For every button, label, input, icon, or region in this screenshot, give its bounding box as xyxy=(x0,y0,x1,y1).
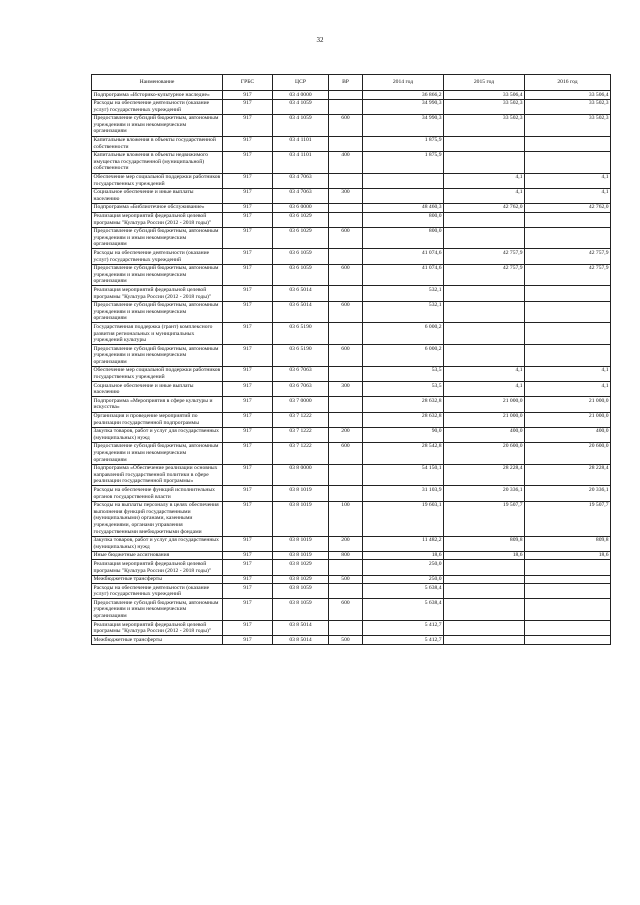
header-2014: 2014 год xyxy=(363,75,444,91)
cell-name: Закупка товаров, работ и услуг для государственных (муниципальных) нужд xyxy=(92,536,223,551)
table-row xyxy=(92,323,611,345)
table-row xyxy=(92,188,611,203)
cell-2014: 53,5 xyxy=(363,366,444,381)
cell-2015 xyxy=(444,584,525,599)
table-row xyxy=(92,345,611,367)
cell-grbs: 917 xyxy=(223,501,273,536)
cell-grbs: 917 xyxy=(223,599,273,621)
cell-2014: 31 103,9 xyxy=(363,486,444,501)
cell-vr: 500 xyxy=(329,575,363,584)
table-row xyxy=(92,486,611,501)
cell-csr: 03 8 1019 xyxy=(273,486,329,501)
cell-grbs: 917 xyxy=(223,560,273,575)
cell-name: Иные бюджетные ассигнования xyxy=(92,551,223,560)
table-row xyxy=(92,584,611,599)
cell-2016: 400,0 xyxy=(525,427,611,442)
cell-2016 xyxy=(525,621,611,636)
cell-grbs: 917 xyxy=(223,412,273,427)
cell-name: Предоставление субсидий бюджетным, автономным учреждениям и иным некоммерческим организациям xyxy=(92,599,223,621)
cell-csr: 03 7 1222 xyxy=(273,412,329,427)
cell-2015 xyxy=(444,212,525,227)
table-row xyxy=(92,560,611,575)
cell-name: Капитальные вложения в объекты недвижимого имущества государственной (муниципальной) собственности xyxy=(92,151,223,173)
cell-vr xyxy=(329,173,363,188)
cell-grbs: 917 xyxy=(223,636,273,645)
cell-2016 xyxy=(525,227,611,249)
cell-2015 xyxy=(444,560,525,575)
cell-grbs: 917 xyxy=(223,621,273,636)
cell-csr: 03 4 1101 xyxy=(273,151,329,173)
cell-2016: 4,1 xyxy=(525,366,611,381)
cell-csr: 03 4 1059 xyxy=(273,99,329,114)
cell-vr xyxy=(329,91,363,100)
cell-name: Социальное обеспечение и иные выплаты населению xyxy=(92,382,223,397)
cell-vr: 200 xyxy=(329,427,363,442)
cell-2015: 19 507,7 xyxy=(444,501,525,536)
cell-vr xyxy=(329,136,363,151)
cell-2014: 34 990,3 xyxy=(363,99,444,114)
cell-name: Предоставление субсидий бюджетным, автономным учреждениям и иным некоммерческим организациям xyxy=(92,114,223,136)
cell-vr: 300 xyxy=(329,382,363,397)
cell-2016 xyxy=(525,560,611,575)
cell-grbs: 917 xyxy=(223,151,273,173)
cell-csr: 03 8 1019 xyxy=(273,501,329,536)
cell-csr: 03 7 1222 xyxy=(273,427,329,442)
cell-vr xyxy=(329,366,363,381)
cell-name: Расходы на выплаты персоналу в целях обеспечения выполнения функций государственными (муниципальными) органами, казенными учреждениями, органами управления государственными внебюджетными фондами xyxy=(92,501,223,536)
cell-grbs: 917 xyxy=(223,264,273,286)
cell-name: Предоставление субсидий бюджетным, автономным учреждениям и иным некоммерческим организациям xyxy=(92,264,223,286)
cell-grbs: 917 xyxy=(223,323,273,345)
cell-grbs: 917 xyxy=(223,366,273,381)
cell-2016: 21 000,0 xyxy=(525,397,611,412)
cell-vr xyxy=(329,397,363,412)
cell-grbs: 917 xyxy=(223,486,273,501)
cell-2015: 809,8 xyxy=(444,536,525,551)
table-row xyxy=(92,366,611,381)
cell-csr: 03 6 1029 xyxy=(273,227,329,249)
cell-csr: 03 8 1019 xyxy=(273,551,329,560)
cell-2015: 4,1 xyxy=(444,382,525,397)
cell-2015: 21 000,0 xyxy=(444,412,525,427)
cell-vr xyxy=(329,203,363,212)
cell-2014: 18,6 xyxy=(363,551,444,560)
cell-vr: 400 xyxy=(329,151,363,173)
cell-name: Реализация мероприятий федеральной целевой программы "Культура России (2012 - 2018 годы)" xyxy=(92,621,223,636)
cell-grbs: 917 xyxy=(223,442,273,464)
cell-vr xyxy=(329,464,363,486)
cell-2016 xyxy=(525,212,611,227)
cell-grbs: 917 xyxy=(223,212,273,227)
cell-name: Подпрограмма «Библиотечное обслуживание» xyxy=(92,203,223,212)
cell-csr: 03 4 1059 xyxy=(273,114,329,136)
cell-2015 xyxy=(444,636,525,645)
cell-name: Обеспечение мер социальной поддержки работников государственных учреждений xyxy=(92,366,223,381)
cell-name: Подпрограмма «Историко-культурное наследие» xyxy=(92,91,223,100)
cell-2014: 1 875,9 xyxy=(363,136,444,151)
cell-2014: 250,0 xyxy=(363,575,444,584)
cell-2015: 42 757,9 xyxy=(444,264,525,286)
cell-2014: 6 000,2 xyxy=(363,323,444,345)
table-row xyxy=(92,427,611,442)
cell-2016 xyxy=(525,151,611,173)
cell-2016 xyxy=(525,286,611,301)
cell-2014: 19 603,1 xyxy=(363,501,444,536)
cell-name: Предоставление субсидий бюджетным, автономным учреждениям и иным некоммерческим организациям xyxy=(92,301,223,323)
cell-name: Обеспечение мер социальной поддержки работников государственных учреждений xyxy=(92,173,223,188)
cell-2015 xyxy=(444,286,525,301)
cell-vr xyxy=(329,286,363,301)
cell-2014: 28 632,8 xyxy=(363,412,444,427)
cell-csr: 03 4 1101 xyxy=(273,136,329,151)
cell-2014: 41 074,6 xyxy=(363,249,444,264)
cell-2016: 21 000,0 xyxy=(525,412,611,427)
budget-table xyxy=(91,74,611,645)
cell-name: Организация и проведение мероприятий по реализации государственной подпрограммы xyxy=(92,412,223,427)
cell-csr: 03 8 1019 xyxy=(273,536,329,551)
cell-csr: 03 6 5190 xyxy=(273,345,329,367)
cell-csr: 03 8 1029 xyxy=(273,560,329,575)
cell-vr: 600 xyxy=(329,227,363,249)
cell-2015: 33 502,3 xyxy=(444,99,525,114)
table-body xyxy=(92,91,611,645)
cell-vr: 200 xyxy=(329,536,363,551)
cell-2016 xyxy=(525,345,611,367)
table-row xyxy=(92,397,611,412)
cell-2016 xyxy=(525,584,611,599)
table-row xyxy=(92,501,611,536)
cell-name: Государственная поддержка (грант) комплексного развития региональных и муниципальных учреждений культуры xyxy=(92,323,223,345)
cell-2015 xyxy=(444,621,525,636)
cell-vr xyxy=(329,560,363,575)
cell-name: Расходы на обеспечение деятельности (оказание услуг) государственных учреждений xyxy=(92,249,223,264)
cell-2014: 90,0 xyxy=(363,427,444,442)
cell-vr: 600 xyxy=(329,264,363,286)
cell-grbs: 917 xyxy=(223,227,273,249)
cell-2016 xyxy=(525,301,611,323)
cell-2014: 800,0 xyxy=(363,227,444,249)
table-row xyxy=(92,464,611,486)
table-row xyxy=(92,551,611,560)
cell-vr: 600 xyxy=(329,599,363,621)
cell-name: Реализация мероприятий федеральной целевой программы "Культура России (2012 - 2018 годы)" xyxy=(92,286,223,301)
table-row xyxy=(92,575,611,584)
cell-csr: 03 4 7063 xyxy=(273,173,329,188)
cell-2016: 809,8 xyxy=(525,536,611,551)
cell-2015: 20 336,1 xyxy=(444,486,525,501)
cell-2015 xyxy=(444,345,525,367)
cell-name: Расходы на обеспечение деятельности (оказание услуг) государственных учреждений xyxy=(92,584,223,599)
cell-csr: 03 8 1059 xyxy=(273,584,329,599)
cell-2014: 54 150,1 xyxy=(363,464,444,486)
cell-grbs: 917 xyxy=(223,286,273,301)
cell-grbs: 917 xyxy=(223,551,273,560)
cell-2016: 28 228,4 xyxy=(525,464,611,486)
cell-vr: 300 xyxy=(329,188,363,203)
table-row xyxy=(92,264,611,286)
cell-2016: 33 506,4 xyxy=(525,91,611,100)
cell-2015 xyxy=(444,136,525,151)
cell-2014: 532,1 xyxy=(363,301,444,323)
cell-csr: 03 6 5190 xyxy=(273,323,329,345)
cell-grbs: 917 xyxy=(223,136,273,151)
cell-2015 xyxy=(444,599,525,621)
table-row xyxy=(92,636,611,645)
cell-name: Реализация мероприятий федеральной целевой программы "Культура России (2012 - 2018 годы)" xyxy=(92,560,223,575)
cell-name: Подпрограмма «Мероприятия в сфере культуры и искусства» xyxy=(92,397,223,412)
cell-csr: 03 6 5014 xyxy=(273,301,329,323)
cell-vr: 600 xyxy=(329,345,363,367)
cell-2014 xyxy=(363,188,444,203)
cell-name: Межбюджетные трансферты xyxy=(92,636,223,645)
header-name: Наименование xyxy=(92,75,223,91)
cell-csr: 03 8 1029 xyxy=(273,575,329,584)
cell-name: Подпрограмма «Обеспечение реализации основных направлений государственной политики в сфере реализации государственной программы» xyxy=(92,464,223,486)
cell-2015: 42 757,9 xyxy=(444,249,525,264)
cell-grbs: 917 xyxy=(223,575,273,584)
cell-2015: 21 000,0 xyxy=(444,397,525,412)
table-row xyxy=(92,249,611,264)
table-row xyxy=(92,536,611,551)
cell-2014: 250,0 xyxy=(363,560,444,575)
cell-name: Социальное обеспечение и иные выплаты населению xyxy=(92,188,223,203)
cell-grbs: 917 xyxy=(223,427,273,442)
table-row xyxy=(92,212,611,227)
cell-csr: 03 8 0000 xyxy=(273,464,329,486)
cell-csr: 03 6 0000 xyxy=(273,203,329,212)
cell-name: Межбюджетные трансферты xyxy=(92,575,223,584)
cell-2014: 11 482,2 xyxy=(363,536,444,551)
cell-2016: 42 757,9 xyxy=(525,249,611,264)
cell-2015: 400,0 xyxy=(444,427,525,442)
header-grbs: ГРБС xyxy=(223,75,273,91)
cell-csr: 03 6 7063 xyxy=(273,366,329,381)
cell-csr: 03 4 7063 xyxy=(273,188,329,203)
cell-vr: 600 xyxy=(329,442,363,464)
cell-2014: 48 460,3 xyxy=(363,203,444,212)
cell-2014: 6 000,2 xyxy=(363,345,444,367)
cell-csr: 03 6 5014 xyxy=(273,286,329,301)
cell-grbs: 917 xyxy=(223,584,273,599)
cell-name: Реализация мероприятий федеральной целевой программы "Культура России (2012 - 2018 годы)" xyxy=(92,212,223,227)
table-row xyxy=(92,136,611,151)
cell-grbs: 917 xyxy=(223,301,273,323)
page-number: 32 xyxy=(316,36,324,44)
cell-2015: 42 762,0 xyxy=(444,203,525,212)
cell-csr: 03 6 1059 xyxy=(273,249,329,264)
cell-2016 xyxy=(525,323,611,345)
cell-2015: 20 600,0 xyxy=(444,442,525,464)
cell-grbs: 917 xyxy=(223,203,273,212)
table-row xyxy=(92,99,611,114)
cell-csr: 03 4 0000 xyxy=(273,91,329,100)
cell-grbs: 917 xyxy=(223,114,273,136)
table-row xyxy=(92,382,611,397)
cell-vr xyxy=(329,621,363,636)
cell-name: Расходы на обеспечение деятельности (оказание услуг) государственных учреждений xyxy=(92,99,223,114)
cell-2014: 1 875,9 xyxy=(363,151,444,173)
cell-grbs: 917 xyxy=(223,249,273,264)
cell-name: Предоставление субсидий бюджетным, автономным учреждениям и иным некоммерческим организациям xyxy=(92,227,223,249)
cell-2014: 53,5 xyxy=(363,382,444,397)
cell-grbs: 917 xyxy=(223,345,273,367)
cell-vr xyxy=(329,212,363,227)
cell-2014: 28 632,8 xyxy=(363,397,444,412)
cell-vr xyxy=(329,99,363,114)
cell-vr xyxy=(329,249,363,264)
cell-2015: 33 502,3 xyxy=(444,114,525,136)
cell-2016: 33 502,3 xyxy=(525,114,611,136)
cell-grbs: 917 xyxy=(223,464,273,486)
cell-2015: 4,1 xyxy=(444,366,525,381)
table-row xyxy=(92,442,611,464)
cell-2016: 4,1 xyxy=(525,173,611,188)
cell-2016: 33 502,3 xyxy=(525,99,611,114)
cell-2016: 42 757,9 xyxy=(525,264,611,286)
table-row xyxy=(92,301,611,323)
cell-csr: 03 6 7063 xyxy=(273,382,329,397)
cell-csr: 03 8 5014 xyxy=(273,621,329,636)
cell-2016: 4,1 xyxy=(525,382,611,397)
cell-csr: 03 7 0000 xyxy=(273,397,329,412)
cell-2015 xyxy=(444,323,525,345)
cell-grbs: 917 xyxy=(223,91,273,100)
table-row xyxy=(92,412,611,427)
cell-name: Предоставление субсидий бюджетным, автономным учреждениям и иным некоммерческим организациям xyxy=(92,345,223,367)
cell-2016: 19 507,7 xyxy=(525,501,611,536)
cell-2015 xyxy=(444,301,525,323)
table-row xyxy=(92,203,611,212)
cell-2014: 36 866,2 xyxy=(363,91,444,100)
cell-2014: 5 638,4 xyxy=(363,599,444,621)
cell-2015: 33 506,4 xyxy=(444,91,525,100)
cell-2016 xyxy=(525,636,611,645)
cell-2014: 532,1 xyxy=(363,286,444,301)
table-row xyxy=(92,114,611,136)
cell-2016 xyxy=(525,575,611,584)
table-row xyxy=(92,286,611,301)
cell-2014: 41 074,6 xyxy=(363,264,444,286)
cell-2015: 4,1 xyxy=(444,173,525,188)
table-row xyxy=(92,151,611,173)
header-2015: 2015 год xyxy=(444,75,525,91)
cell-2015 xyxy=(444,575,525,584)
cell-2016 xyxy=(525,599,611,621)
table-header-row xyxy=(92,75,611,91)
cell-csr: 03 7 1222 xyxy=(273,442,329,464)
cell-csr: 03 8 1059 xyxy=(273,599,329,621)
cell-vr: 500 xyxy=(329,636,363,645)
cell-grbs: 917 xyxy=(223,99,273,114)
cell-vr: 600 xyxy=(329,301,363,323)
cell-2015: 4,1 xyxy=(444,188,525,203)
cell-2014: 34 990,3 xyxy=(363,114,444,136)
cell-grbs: 917 xyxy=(223,397,273,412)
cell-2014: 28 542,8 xyxy=(363,442,444,464)
table-row xyxy=(92,599,611,621)
cell-vr xyxy=(329,412,363,427)
cell-name: Предоставление субсидий бюджетным, автономным учреждениям и иным некоммерческим организациям xyxy=(92,442,223,464)
table-row xyxy=(92,173,611,188)
table-row xyxy=(92,91,611,100)
cell-2014: 5 412,7 xyxy=(363,636,444,645)
cell-2015 xyxy=(444,227,525,249)
cell-2016: 20 600,0 xyxy=(525,442,611,464)
cell-name: Капитальные вложения в объекты государственной собственности xyxy=(92,136,223,151)
cell-2015: 28 228,4 xyxy=(444,464,525,486)
cell-2016: 20 336,1 xyxy=(525,486,611,501)
table-row xyxy=(92,621,611,636)
cell-2014: 5 638,4 xyxy=(363,584,444,599)
cell-2014: 800,0 xyxy=(363,212,444,227)
cell-csr: 03 6 1059 xyxy=(273,264,329,286)
header-2016: 2016 год xyxy=(525,75,611,91)
cell-vr: 100 xyxy=(329,501,363,536)
header-csr: ЦСР xyxy=(273,75,329,91)
cell-grbs: 917 xyxy=(223,382,273,397)
cell-2016: 18,6 xyxy=(525,551,611,560)
cell-csr: 03 8 5014 xyxy=(273,636,329,645)
cell-vr: 800 xyxy=(329,551,363,560)
cell-vr xyxy=(329,323,363,345)
header-vr: ВР xyxy=(329,75,363,91)
cell-2015: 18,6 xyxy=(444,551,525,560)
cell-grbs: 917 xyxy=(223,536,273,551)
cell-vr xyxy=(329,486,363,501)
cell-grbs: 917 xyxy=(223,173,273,188)
cell-vr xyxy=(329,584,363,599)
cell-grbs: 917 xyxy=(223,188,273,203)
cell-2016: 42 762,0 xyxy=(525,203,611,212)
cell-2014 xyxy=(363,173,444,188)
cell-2016: 4,1 xyxy=(525,188,611,203)
cell-2016 xyxy=(525,136,611,151)
cell-name: Закупка товаров, работ и услуг для государственных (муниципальных) нужд xyxy=(92,427,223,442)
cell-2014: 5 412,7 xyxy=(363,621,444,636)
cell-2015 xyxy=(444,151,525,173)
cell-name: Расходы на обеспечение функций исполнительных органов государственной власти xyxy=(92,486,223,501)
cell-csr: 03 6 1029 xyxy=(273,212,329,227)
table-row xyxy=(92,227,611,249)
cell-vr: 600 xyxy=(329,114,363,136)
